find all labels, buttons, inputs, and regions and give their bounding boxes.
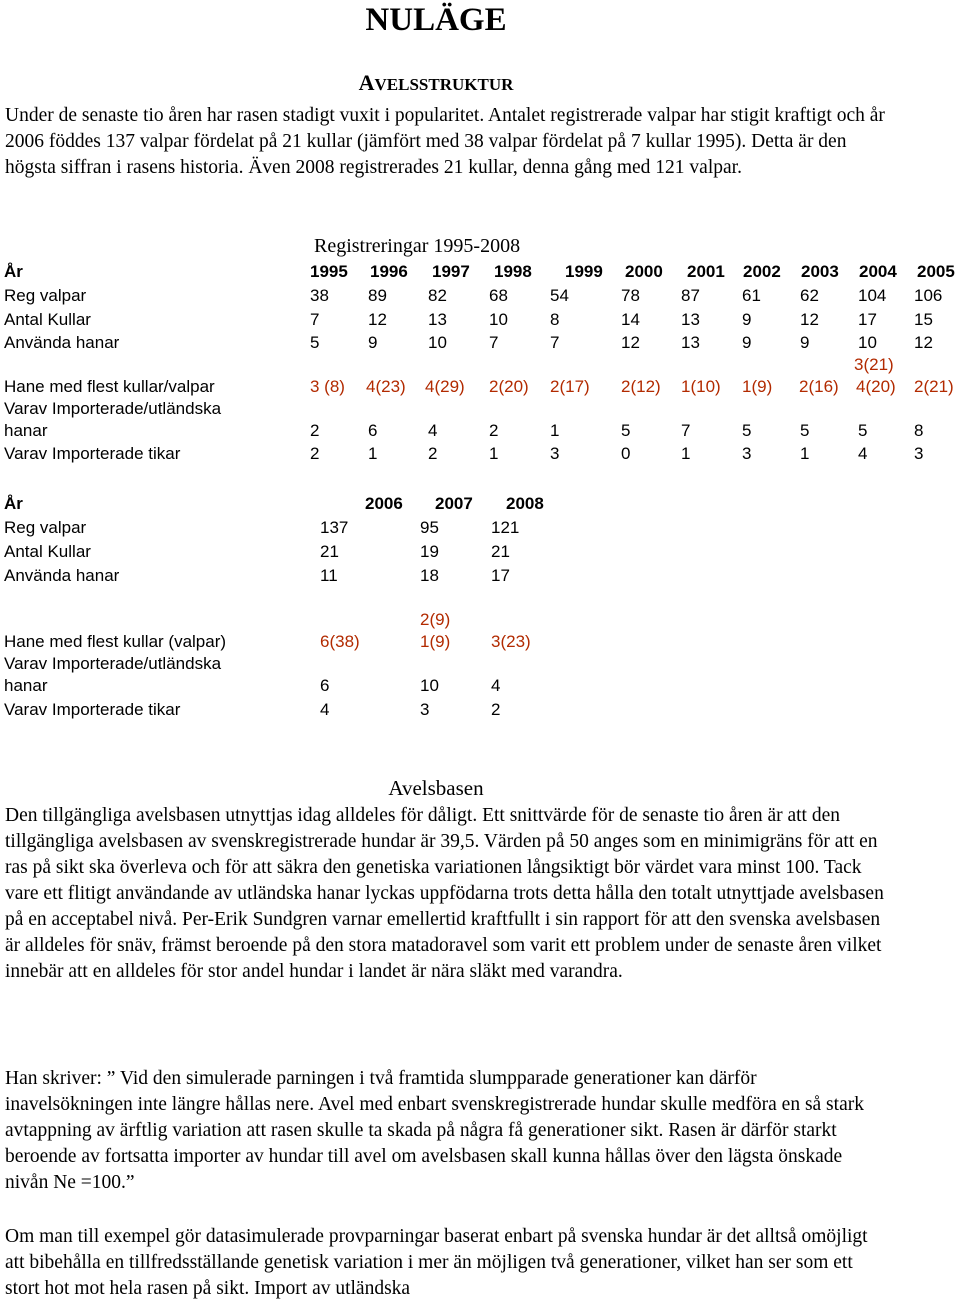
table-cell: 18 — [420, 566, 439, 585]
row-label: Varav Importerade/utländska — [4, 399, 222, 418]
table-cell: 10 — [420, 676, 439, 695]
table-cell: 19 — [420, 542, 439, 561]
table-cell: 8 — [914, 421, 924, 440]
table-cell: 10 — [428, 333, 447, 352]
table-cell: 95 — [420, 518, 439, 537]
table-cell: 9 — [368, 333, 378, 352]
table-cell: 7 — [489, 333, 499, 352]
table-cell: 9 — [742, 333, 752, 352]
section-heading — [0, 70, 872, 96]
table-cell: 87 — [681, 286, 700, 305]
table-cell: 54 — [550, 286, 569, 305]
year-header: 2007 — [435, 494, 473, 513]
avelsbasen-paragraph-3: Om man till exempel gör datasimulerade provparningar baserat enbart på svenska hundar är det alltså omöjligt att bibehålla en tillfredsställande genetisk variation i mer än möjligen två generationer, vilket han ser som ett stort hot mot hela rasen på sikt. Import av utländska — [5, 1226, 868, 1299]
table-cell: 1 — [550, 421, 560, 440]
table-cell: 12 — [368, 310, 387, 329]
table-cell: 15 — [914, 310, 933, 329]
table-cell: 13 — [428, 310, 447, 329]
table-header-label: År — [4, 494, 23, 513]
table-cell: 7 — [550, 333, 560, 352]
table-header-label: År — [4, 262, 23, 281]
table-cell: 21 — [320, 542, 339, 561]
table-cell: 1(9) — [742, 377, 773, 396]
table-cell: 12 — [800, 310, 819, 329]
section-heading-initial: A — [358, 70, 375, 95]
row-label: Hane med flest kullar/valpar — [4, 377, 215, 396]
table-cell-extra: 3(21) — [854, 355, 894, 374]
table-cell: 3(23) — [491, 632, 531, 651]
table-cell: 38 — [310, 286, 329, 305]
table-cell: 2(17) — [550, 377, 590, 396]
year-header: 2001 — [687, 262, 725, 281]
table-cell: 3 — [914, 444, 924, 463]
table-cell: 5 — [742, 421, 752, 440]
table-cell: 61 — [742, 286, 761, 305]
year-header: 2008 — [506, 494, 544, 513]
row-label: Varav Importerade/utländska — [4, 654, 222, 673]
table-cell: 6 — [320, 676, 330, 695]
year-header: 2006 — [365, 494, 403, 513]
table-cell: 1 — [368, 444, 378, 463]
table-cell: 2(16) — [799, 377, 839, 396]
year-header: 1997 — [432, 262, 470, 281]
table-cell: 17 — [858, 310, 877, 329]
table-cell: 4 — [491, 676, 501, 695]
table-cell: 2 — [310, 444, 320, 463]
table-cell: 17 — [491, 566, 510, 585]
table-cell: 5 — [621, 421, 631, 440]
table-cell: 6(38) — [320, 632, 360, 651]
table-cell: 1 — [800, 444, 810, 463]
table-cell: 11 — [320, 566, 338, 585]
row-label: Varav Importerade tikar — [4, 444, 181, 463]
table-cell: 7 — [310, 310, 320, 329]
table-cell: 4 — [858, 444, 868, 463]
table-cell: 9 — [800, 333, 810, 352]
table-cell: 2 — [489, 421, 499, 440]
table-cell: 68 — [489, 286, 508, 305]
table-cell-extra: 2(9) — [420, 610, 451, 629]
table-cell: 4 — [320, 700, 330, 719]
table-cell: 13 — [681, 310, 700, 329]
table-cell: 3 — [550, 444, 560, 463]
table-cell: 5 — [858, 421, 868, 440]
table-cell: 12 — [621, 333, 640, 352]
table-cell: 6 — [368, 421, 378, 440]
year-header: 1998 — [494, 262, 532, 281]
table-cell: 121 — [491, 518, 520, 537]
intro-paragraph: Under de senaste tio åren har rasen stadigt vuxit i popularitet. Antalet registrerade valpar har stigit kraftigt och år 2006 föddes 137 valpar fördelat på 21 kullar (jämfört med 38 valpar fördelat på 7 kullar 1995). Detta är den högsta siffran i rasens historia. Även 2008 registrerades 21 kullar, denna gång med 121 valpar. — [5, 105, 885, 178]
year-header: 1995 — [310, 262, 348, 281]
table-cell: 137 — [320, 518, 349, 537]
avelsbasen-heading: Avelsbasen — [388, 776, 484, 800]
table1-title: Registreringar 1995-2008 — [314, 235, 521, 257]
table-cell: 2(21) — [914, 377, 954, 396]
table-cell: 9 — [742, 310, 752, 329]
table-cell: 2(12) — [621, 377, 661, 396]
table-cell: 0 — [621, 444, 631, 463]
year-header: 2004 — [859, 262, 897, 281]
table-cell: 21 — [491, 542, 510, 561]
table-cell: 89 — [368, 286, 387, 305]
table-cell: 3 — [420, 700, 430, 719]
table-cell: 13 — [681, 333, 700, 352]
table-cell: 5 — [310, 333, 320, 352]
year-header: 2005 — [917, 262, 955, 281]
table-cell: 7 — [681, 421, 691, 440]
year-header: 2003 — [801, 262, 839, 281]
year-header: 1999 — [565, 262, 603, 281]
table-cell: 8 — [550, 310, 560, 329]
table-cell: 4(23) — [366, 377, 406, 396]
section-heading-rest: VELSSTRUKTUR — [374, 75, 514, 94]
table-cell: 4(29) — [425, 377, 465, 396]
row-label: hanar — [4, 421, 48, 440]
row-label: Antal Kullar — [4, 542, 91, 561]
table-cell: 3 — [742, 444, 752, 463]
row-label: Reg valpar — [4, 518, 87, 537]
table-cell: 10 — [489, 310, 508, 329]
table-cell: 12 — [914, 333, 933, 352]
table-cell: 1(9) — [420, 632, 451, 651]
table-cell: 2 — [491, 700, 501, 719]
row-label: Hane med flest kullar (valpar) — [4, 632, 227, 651]
table-cell: 2 — [428, 444, 438, 463]
year-header: 2000 — [625, 262, 663, 281]
row-label: Antal Kullar — [4, 310, 91, 329]
table-cell: 82 — [428, 286, 447, 305]
table-cell: 5 — [800, 421, 810, 440]
table-cell: 78 — [621, 286, 640, 305]
page-title: NULÄGE — [365, 2, 507, 38]
row-label: Reg valpar — [4, 286, 87, 305]
table-cell: 10 — [858, 333, 877, 352]
table-cell: 1(10) — [681, 377, 721, 396]
avelsbasen-paragraph-1: Den tillgängliga avelsbasen utnyttjas idag alldeles för dåligt. Ett snittvärde för de senaste tio åren är att den tillgängliga avelsbasen av svenskregistrerade hundar är 39,5. Värden på 50 anges som en minimigräns för att en ras på sikt ska överleva och för att säkra den genetiska variationen långsiktigt bör värdet vara minst 100. Tack vare ett flitigt användande av utländska hanar lyckas uppfödarna trots detta hålla den totalt utnyttjade avelsbasen på en acceptabel nivå. Per-Erik Sundgren varnar emellertid kraftfullt i sin rapport för att den svenska avelsbasen är alldeles för snäv, främst beroende på den stora matadoravel som varit ett problem under de senaste åren vilket innebär att en alldeles för stor andel hundar i landet är nära släkt med varandra. — [5, 805, 884, 982]
table-cell: 62 — [800, 286, 819, 305]
year-header: 2002 — [743, 262, 781, 281]
row-label: Använda hanar — [4, 333, 120, 352]
table-cell: 4(20) — [856, 377, 896, 396]
table-cell: 4 — [428, 421, 438, 440]
table-cell: 14 — [621, 310, 640, 329]
table-cell: 2(20) — [489, 377, 529, 396]
row-label: hanar — [4, 676, 48, 695]
table-cell: 106 — [914, 286, 943, 305]
table-cell: 2 — [310, 421, 320, 440]
table-cell: 104 — [858, 286, 887, 305]
avelsbasen-paragraph-2: Han skriver: ” Vid den simulerade parningen i två framtida slumpparade generationer kan därför inavelsökningen inte längre hållas nere. Avel med enbart svenskregistrerade hundar skulle medföra en så stark avtappning av ärftlig variation att rasen skulle ta skada på några få generationer sikt. Rasen är därför starkt beroende av fortsatta importer av hundar till avel om avelsbasen skall kunna hållas över den lägsta önskade nivån Ne =100.” — [5, 1068, 864, 1193]
year-header: 1996 — [370, 262, 408, 281]
table-cell: 3 (8) — [310, 377, 345, 396]
row-label: Använda hanar — [4, 566, 120, 585]
table-cell: 1 — [681, 444, 691, 463]
table-cell: 1 — [489, 444, 499, 463]
registration-table-1995-2005 — [4, 262, 960, 472]
row-label: Varav Importerade tikar — [4, 700, 181, 719]
registration-table-2006-2008 — [4, 494, 604, 724]
